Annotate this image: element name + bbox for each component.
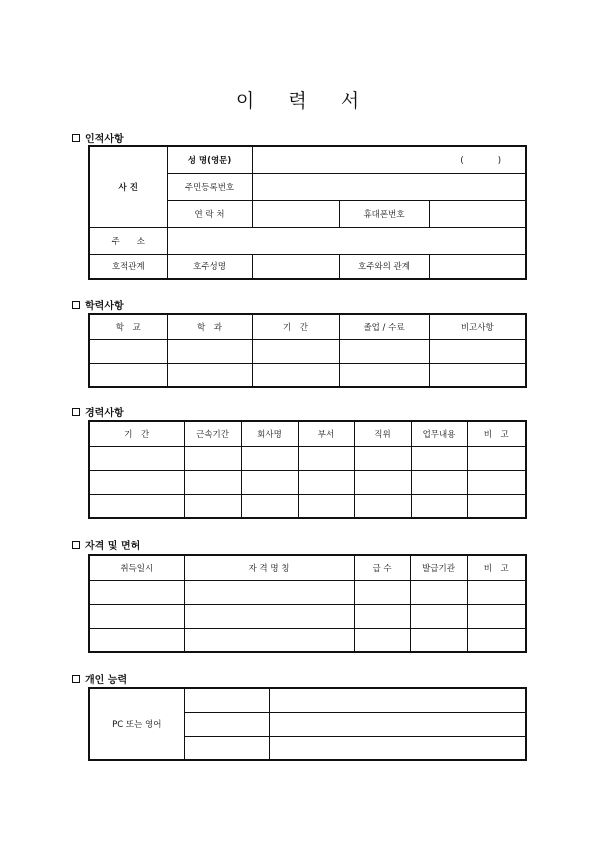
license-header-name: 자 격 명 칭: [184, 555, 354, 580]
table-cell[interactable]: [184, 712, 269, 736]
checkbox-square-icon: [72, 675, 80, 683]
table-row: [89, 604, 526, 628]
license-header-grade: 급 수: [354, 555, 410, 580]
section-title-education: 학력사항: [85, 301, 124, 312]
table-cell[interactable]: [467, 446, 526, 470]
table-cell[interactable]: [241, 494, 298, 518]
table-row: [89, 494, 526, 518]
head-relation-field[interactable]: [429, 254, 526, 279]
license-header-issuer: 발급기관: [410, 555, 467, 580]
section-title-personal: 인적사항: [85, 134, 124, 145]
table-cell[interactable]: [467, 604, 526, 628]
table-row: [89, 580, 526, 604]
table-cell[interactable]: [89, 580, 184, 604]
education-table: [88, 313, 527, 388]
table-cell[interactable]: [410, 628, 467, 652]
family-label: 호적관계: [89, 254, 167, 279]
table-cell[interactable]: [89, 339, 167, 363]
photo-cell[interactable]: 사 진: [89, 146, 167, 227]
table-cell[interactable]: [467, 580, 526, 604]
table-cell[interactable]: [467, 628, 526, 652]
table-row: [89, 339, 526, 363]
section-title-ability: 개인 능력: [85, 675, 128, 686]
table-cell[interactable]: [339, 339, 429, 363]
table-cell[interactable]: [429, 363, 526, 387]
head-name-field[interactable]: [252, 254, 339, 279]
section-license: [72, 537, 140, 552]
section-career: [72, 404, 124, 419]
section-title-license: 자격 및 면허: [85, 541, 141, 552]
table-cell[interactable]: [269, 736, 526, 760]
table-cell[interactable]: [184, 470, 241, 494]
section-personal: [72, 130, 124, 145]
contact-label: 연 락 처: [167, 200, 252, 227]
table-cell[interactable]: [354, 628, 410, 652]
table-cell[interactable]: [467, 470, 526, 494]
table-cell[interactable]: [184, 736, 269, 760]
rrn-field[interactable]: [252, 173, 526, 200]
table-cell[interactable]: [89, 363, 167, 387]
table-cell[interactable]: [429, 339, 526, 363]
document-title: 이 력 서: [235, 90, 374, 112]
table-cell[interactable]: [354, 604, 410, 628]
section-title-career: 경력사항: [85, 408, 124, 419]
career-header-tenure: 근속기간: [184, 421, 241, 446]
career-header-department: 부서: [298, 421, 354, 446]
table-cell[interactable]: [354, 494, 411, 518]
contact-field[interactable]: [252, 200, 339, 227]
career-header-position: 직위: [354, 421, 411, 446]
table-cell[interactable]: [184, 688, 269, 712]
table-row: [89, 470, 526, 494]
name-field[interactable]: ( ): [252, 146, 526, 173]
table-cell[interactable]: [89, 494, 184, 518]
table-cell[interactable]: [269, 712, 526, 736]
table-row: [89, 363, 526, 387]
checkbox-square-icon: [72, 134, 80, 142]
ability-table: [88, 687, 527, 761]
address-field[interactable]: [167, 227, 526, 254]
career-header-duties: 업무내용: [411, 421, 467, 446]
table-cell[interactable]: [298, 494, 354, 518]
section-education: [72, 297, 124, 312]
table-cell[interactable]: [298, 470, 354, 494]
pc-english-label: PC 또는 영어: [89, 688, 184, 760]
table-cell[interactable]: [339, 363, 429, 387]
license-table: [88, 554, 527, 653]
table-cell[interactable]: [411, 470, 467, 494]
table-cell[interactable]: [252, 363, 339, 387]
table-cell[interactable]: [184, 604, 354, 628]
license-header-remarks: 비 고: [467, 555, 526, 580]
table-cell[interactable]: [354, 580, 410, 604]
license-header-date: 취득일시: [89, 555, 184, 580]
section-ability: [72, 671, 127, 686]
career-header-company: 회사명: [241, 421, 298, 446]
table-cell[interactable]: [184, 494, 241, 518]
personal-info-table: [88, 145, 527, 280]
table-cell[interactable]: [89, 604, 184, 628]
table-cell[interactable]: [184, 446, 241, 470]
table-cell[interactable]: [167, 339, 252, 363]
table-row: [89, 446, 526, 470]
career-table: [88, 420, 527, 519]
career-header-remarks: 비 고: [467, 421, 526, 446]
table-cell[interactable]: [354, 446, 411, 470]
address-label: 주 소: [89, 227, 167, 254]
table-cell[interactable]: [241, 470, 298, 494]
table-cell[interactable]: [354, 470, 411, 494]
checkbox-square-icon: [72, 301, 80, 309]
edu-header-period: 기 간: [252, 314, 339, 339]
table-cell[interactable]: [467, 494, 526, 518]
table-cell[interactable]: [167, 363, 252, 387]
mobile-field[interactable]: [429, 200, 526, 227]
table-cell[interactable]: [411, 446, 467, 470]
head-name-label: 호주성명: [167, 254, 252, 279]
checkbox-square-icon: [72, 541, 80, 549]
edu-header-school: 학 교: [89, 314, 167, 339]
table-cell[interactable]: [410, 580, 467, 604]
table-cell[interactable]: [184, 628, 354, 652]
table-cell[interactable]: [241, 446, 298, 470]
table-cell[interactable]: [89, 470, 184, 494]
rrn-label: 주민등록번호: [167, 173, 252, 200]
head-relation-label: 호주와의 관계: [339, 254, 429, 279]
table-cell[interactable]: [411, 494, 467, 518]
edu-header-major: 학 과: [167, 314, 252, 339]
career-header-period: 기 간: [89, 421, 184, 446]
table-row: [89, 628, 526, 652]
table-cell[interactable]: [89, 446, 184, 470]
table-cell[interactable]: [252, 339, 339, 363]
table-cell[interactable]: [269, 688, 526, 712]
edu-header-remarks: 비고사항: [429, 314, 526, 339]
edu-header-status: 졸업 / 수료: [339, 314, 429, 339]
table-cell[interactable]: [89, 628, 184, 652]
table-cell[interactable]: [184, 580, 354, 604]
name-label: 성 명(영문): [167, 146, 252, 173]
table-cell[interactable]: [298, 446, 354, 470]
table-cell[interactable]: [410, 604, 467, 628]
checkbox-square-icon: [72, 408, 80, 416]
mobile-label: 휴대폰번호: [339, 200, 429, 227]
